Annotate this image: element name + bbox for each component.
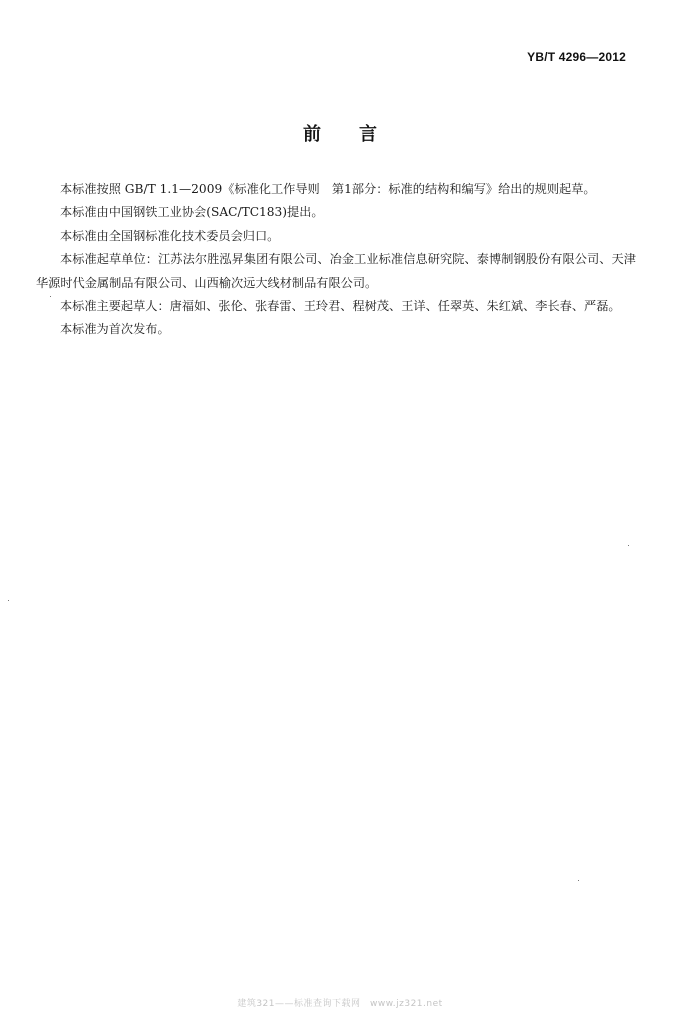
page-title bbox=[0, 120, 680, 146]
paragraph-drafting-rules: 本标准按照 GB/T 1.1—2009《标准化工作导则 第1部分：标准的结构和编写》给出的规则起草。 bbox=[60, 182, 596, 196]
standard-code: YB/T 4296—2012 bbox=[527, 50, 626, 64]
scan-speck bbox=[50, 296, 51, 297]
paragraph-first-release: 本标准为首次发布。 bbox=[60, 322, 170, 337]
scan-speck bbox=[578, 880, 579, 881]
title-part-1: 前 bbox=[303, 124, 321, 145]
scan-speck bbox=[628, 545, 629, 546]
paragraph-drafting-units: 本标准起草单位：江苏法尔胜泓昇集团有限公司、冶金工业标准信息研究院、泰博制钢股份有限公司、天津华源时代金属制品有限公司、山西榆次远大线材制品有限公司。 bbox=[36, 252, 636, 290]
paragraph-proposer: 本标准由中国钢铁工业协会(SAC/TC183)提出。 bbox=[60, 205, 324, 220]
paragraph-drafters: 本标准主要起草人：唐福如、张伦、张春雷、王玲君、程树茂、王详、任翠英、朱红斌、李长春、严磊。 bbox=[60, 299, 621, 314]
title-part-2: 言 bbox=[359, 124, 377, 145]
foreword-body bbox=[36, 178, 636, 342]
paragraph-administration: 本标准由全国钢标准化技术委员会归口。 bbox=[60, 228, 280, 243]
footer-watermark: 建筑321——标准查询下载网 www.jz321.net bbox=[237, 999, 443, 1009]
scan-speck bbox=[8, 600, 9, 601]
